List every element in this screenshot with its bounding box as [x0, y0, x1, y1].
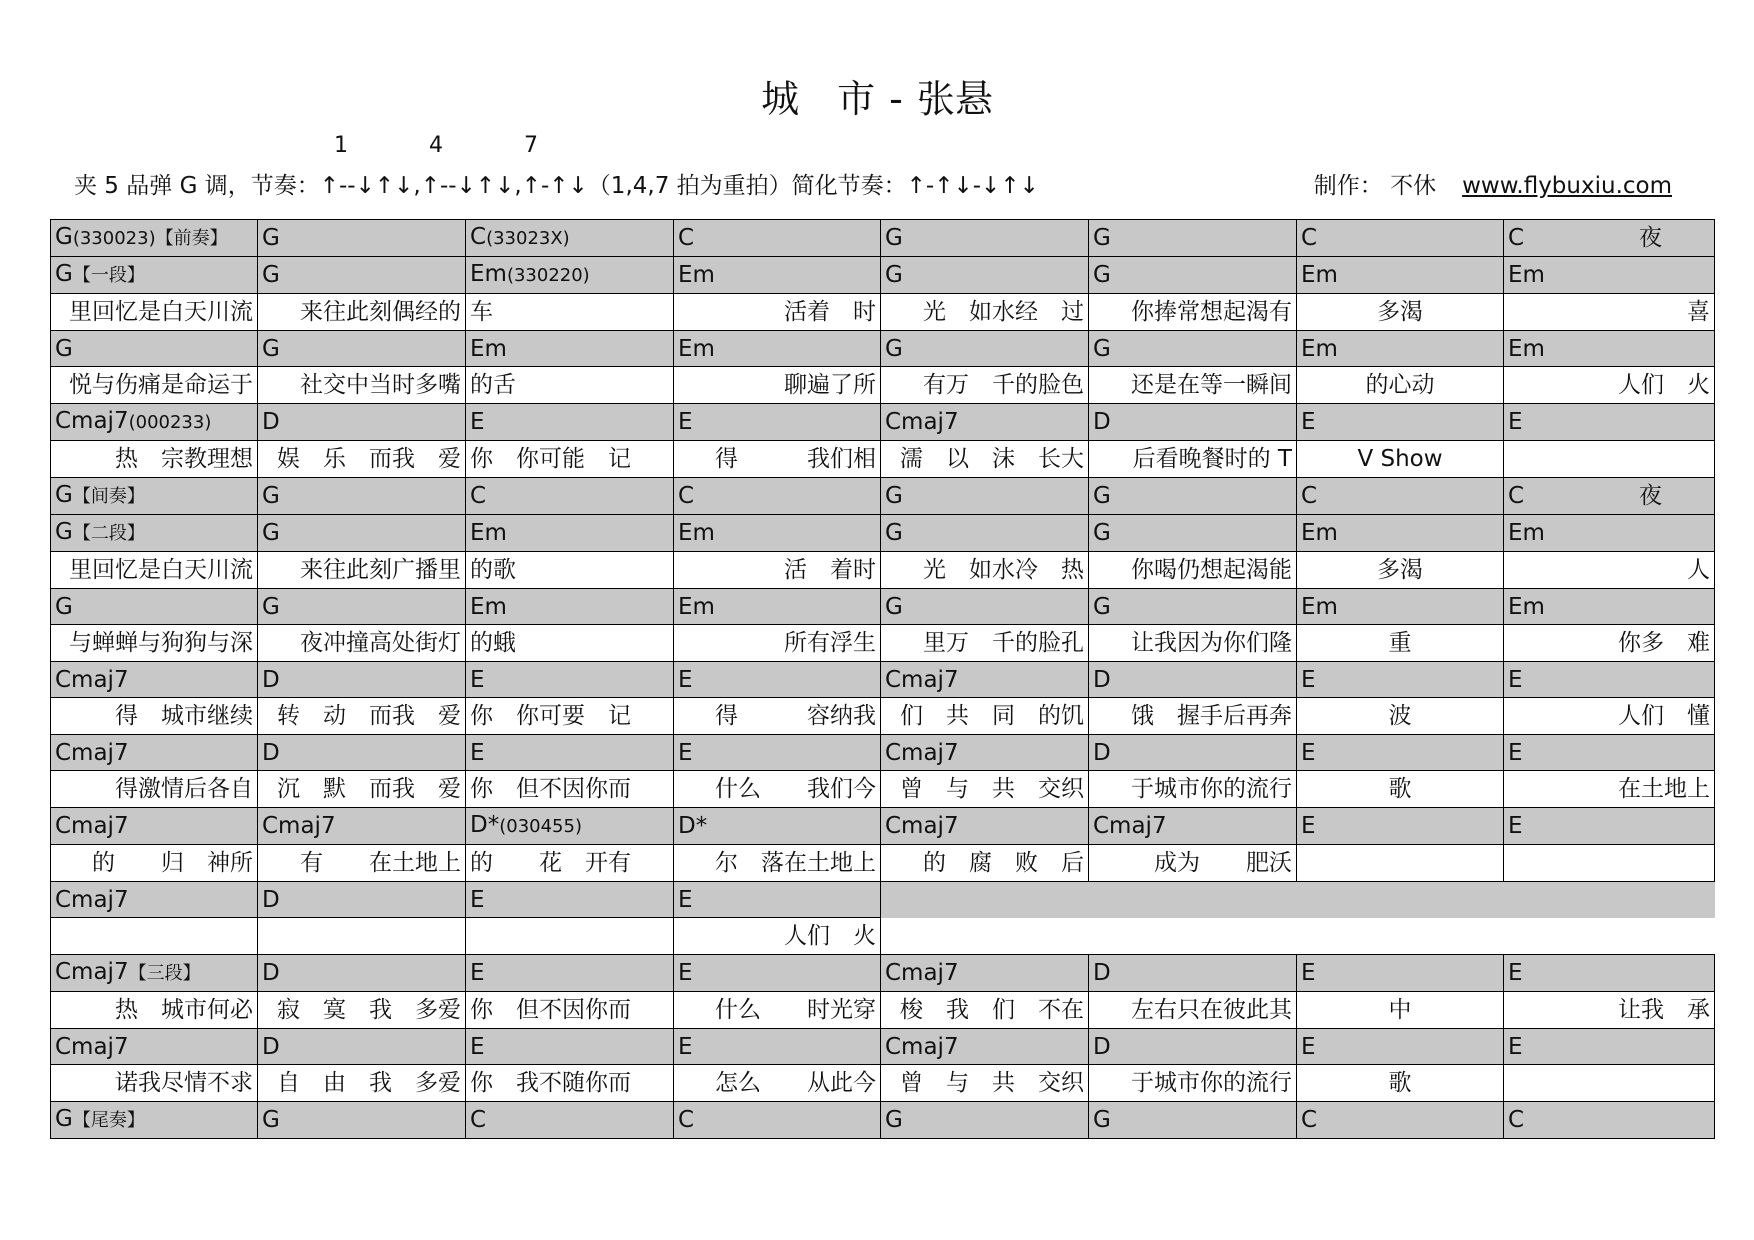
lyric-row [51, 294, 1715, 331]
chord-cell: G [881, 331, 1089, 367]
chord-row [51, 882, 1715, 918]
lyric-cell: 让我因为你们隆 [1089, 625, 1297, 662]
chord-cell: G [51, 589, 258, 625]
chord-cell: D* [674, 808, 881, 845]
lyric-cell: 曾 与 共 交织 [881, 1065, 1089, 1102]
lyric-row [51, 441, 1715, 478]
chord-cell: Em [466, 515, 674, 552]
lyric-cell: 人 [1504, 552, 1715, 589]
chord-cell: E [1297, 955, 1504, 992]
chord-cell: G [881, 515, 1089, 552]
chord-cell: Em [674, 257, 881, 294]
chord-cell: E [674, 882, 881, 918]
lyric-cell: 梭 我 们 不在 [881, 992, 1089, 1029]
lyric-cell: 里回忆是白天川流 [51, 552, 258, 589]
chord-cell: E [674, 735, 881, 771]
chord-row [51, 331, 1715, 367]
chord-cell: Em [1504, 515, 1715, 552]
chord-cell: G【间奏】 [51, 478, 258, 515]
chord-cell: Cmaj7 [51, 882, 258, 918]
chord-cell: C [1297, 1102, 1504, 1139]
lyric-cell: 歌 [1297, 771, 1504, 808]
chord-cell: G [258, 1102, 466, 1139]
lyric-cell: 里万 千的脸孔 [881, 625, 1089, 662]
lyric-cell: 来往此刻偶经的 [258, 294, 466, 331]
chord-cell: E [466, 662, 674, 698]
lyric-cell: 于城市你的流行 [1089, 771, 1297, 808]
chord-cell: E [674, 662, 881, 698]
lyric-cell: 多渴 [1297, 552, 1504, 589]
chord-cell: Em(330220) [466, 257, 674, 294]
lyric-cell: 的 腐 败 后 [881, 845, 1089, 882]
lyric-cell: 得 城市继续 [51, 698, 258, 735]
chord-cell: Cmaj7 [881, 1029, 1089, 1065]
lyric-cell: 濡 以 沫 长大 [881, 441, 1089, 478]
lyric-cell [1504, 845, 1715, 882]
chord-cell: G [1089, 1102, 1297, 1139]
chord-cell: Em [674, 331, 881, 367]
lyric-cell: 多渴 [1297, 294, 1504, 331]
chord-cell: G [258, 331, 466, 367]
chord-cell: G [881, 1102, 1089, 1139]
lyric-cell: 人们 火 [1504, 367, 1715, 404]
beat-number: 1 [334, 133, 348, 158]
lyric-cell: 车 [466, 294, 674, 331]
lyric-cell: 沉 默 而我 爱 [258, 771, 466, 808]
chord-cell: Em [1504, 257, 1715, 294]
empty-cell [1089, 882, 1297, 918]
lyric-cell: 社交中当时多嘴 [258, 367, 466, 404]
lyric-cell: 得 容纳我 [674, 698, 881, 735]
chord-cell: Cmaj7 [1089, 808, 1297, 845]
lyric-cell: 的 花 开有 [466, 845, 674, 882]
chord-cell: G【二段】 [51, 515, 258, 552]
chord-cell: C 夜 [1504, 220, 1715, 257]
chord-cell: D [258, 955, 466, 992]
lyric-cell: 重 [1297, 625, 1504, 662]
lyric-cell: 自 由 我 多爱 [258, 1065, 466, 1102]
lyric-cell: 热 宗教理想 [51, 441, 258, 478]
chord-cell: G [1089, 331, 1297, 367]
chord-cell: Cmaj7 [51, 662, 258, 698]
chord-cell: G [1089, 515, 1297, 552]
empty-cell [1504, 918, 1715, 955]
chord-cell: Em [1504, 331, 1715, 367]
chord-cell: Cmaj7 [51, 1029, 258, 1065]
chord-cell: E [466, 955, 674, 992]
chord-cell: Cmaj7(000233) [51, 404, 258, 441]
lyric-cell: 你 你可要 记 [466, 698, 674, 735]
lyric-cell: 得激情后各自 [51, 771, 258, 808]
lyric-row [51, 771, 1715, 808]
lyric-cell: 与蝉蝉与狗狗与深 [51, 625, 258, 662]
chord-cell: C [674, 220, 881, 257]
chord-cell: E [466, 404, 674, 441]
empty-cell [881, 918, 1089, 955]
chord-cell: Cmaj7 [881, 735, 1089, 771]
chord-cell: G [258, 478, 466, 515]
empty-cell [1297, 882, 1504, 918]
chord-row [51, 735, 1715, 771]
maker-label: 制作： 不休 [1313, 173, 1437, 199]
lyric-cell: 曾 与 共 交织 [881, 771, 1089, 808]
lyric-cell: 有万 千的脸色 [881, 367, 1089, 404]
chord-cell: G【一段】 [51, 257, 258, 294]
chord-cell: Em [1297, 515, 1504, 552]
lyric-cell: 的舌 [466, 367, 674, 404]
chord-cell: C 夜 [1504, 478, 1715, 515]
lyric-cell: 所有浮生 [674, 625, 881, 662]
song-artist: 张悬 [916, 77, 993, 121]
lyric-cell: 于城市你的流行 [1089, 1065, 1297, 1102]
chord-cell: Cmaj7 [51, 808, 258, 845]
chord-cell: G [258, 515, 466, 552]
chord-cell: C [674, 1102, 881, 1139]
chord-cell: G [881, 257, 1089, 294]
chord-cell: C [1297, 478, 1504, 515]
chord-cell: D [1089, 1029, 1297, 1065]
lyric-cell: 让我 承 [1504, 992, 1715, 1029]
chord-cell: C [674, 478, 881, 515]
chord-cell: E [1297, 1029, 1504, 1065]
chord-cell: C [1297, 220, 1504, 257]
chord-row [51, 589, 1715, 625]
chord-cell: E [674, 404, 881, 441]
beat-number: 4 [429, 133, 443, 158]
chord-cell: C [1504, 1102, 1715, 1139]
chord-row [51, 808, 1715, 845]
lyric-cell [1504, 1065, 1715, 1102]
lyric-cell: 波 [1297, 698, 1504, 735]
chord-cell: Em [1504, 589, 1715, 625]
chord-cell: Cmaj7 [51, 735, 258, 771]
chord-row [51, 478, 1715, 515]
capo-rhythm-info: 夹 5 品弹 G 调，节奏：↑--↓↑↓,↑--↓↑↓,↑-↑↓（1,4,7 拍为重拍）简化节奏：↑-↑↓-↓↑↓ [74, 173, 1039, 199]
lyric-cell: 你多 难 [1504, 625, 1715, 662]
empty-cell [1297, 918, 1504, 955]
chord-cell: Em [674, 589, 881, 625]
lyric-cell: 饿 握手后再奔 [1089, 698, 1297, 735]
chord-cell: Em [1297, 589, 1504, 625]
chord-cell: E [1297, 808, 1504, 845]
lyric-row [51, 552, 1715, 589]
chord-cell: E [466, 735, 674, 771]
chord-cell: D [258, 404, 466, 441]
chord-cell: Em [1297, 331, 1504, 367]
chord-cell: D*(030455) [466, 808, 674, 845]
lyric-cell [1297, 845, 1504, 882]
chord-cell: Em [674, 515, 881, 552]
chord-row [51, 955, 1715, 992]
chord-row [51, 662, 1715, 698]
chord-row [51, 1102, 1715, 1139]
chord-cell: D [258, 735, 466, 771]
lyric-cell [466, 918, 674, 955]
chord-row [51, 1029, 1715, 1065]
lyric-cell: 人们 懂 [1504, 698, 1715, 735]
chord-cell: E [1504, 662, 1715, 698]
chord-cell: E [1504, 808, 1715, 845]
lyric-cell: 聊遍了所 [674, 367, 881, 404]
chord-cell: D [258, 662, 466, 698]
lyric-cell: 在土地上 [1504, 771, 1715, 808]
chord-cell: D [1089, 404, 1297, 441]
lyric-cell: 你捧常想起渴有 [1089, 294, 1297, 331]
chord-cell: G [1089, 220, 1297, 257]
chord-cell: D [1089, 955, 1297, 992]
chord-cell: E [1297, 404, 1504, 441]
chord-cell: E [674, 955, 881, 992]
chord-lyric-sheet [50, 219, 1715, 1139]
lyric-cell: 还是在等一瞬间 [1089, 367, 1297, 404]
chord-cell: E [1504, 404, 1715, 441]
chord-cell: C [466, 1102, 674, 1139]
beat-number: 7 [524, 133, 538, 158]
chord-cell: G [258, 220, 466, 257]
lyric-cell: 寂 寞 我 多爱 [258, 992, 466, 1029]
beat-number-row [0, 134, 1754, 158]
chord-cell: G [881, 220, 1089, 257]
chord-cell: G [51, 331, 258, 367]
lyric-cell: 里回忆是白天川流 [51, 294, 258, 331]
lyric-row [51, 698, 1715, 735]
chord-cell: Em [466, 331, 674, 367]
lyric-cell: 光 如水经 过 [881, 294, 1089, 331]
chord-cell: E [466, 882, 674, 918]
chord-cell: G [1089, 589, 1297, 625]
lyric-cell: 得 我们相 [674, 441, 881, 478]
chord-cell: E [1504, 1029, 1715, 1065]
lyric-cell [1504, 441, 1715, 478]
chord-cell: E [466, 1029, 674, 1065]
lyric-cell: 来往此刻广播里 [258, 552, 466, 589]
chord-cell: G(330023)【前奏】 [51, 220, 258, 257]
lyric-row [51, 992, 1715, 1029]
lyric-row [51, 367, 1715, 404]
lyric-cell: 光 如水冷 热 [881, 552, 1089, 589]
lyric-cell: 活着 时 [674, 294, 881, 331]
chord-cell: Cmaj7 [881, 662, 1089, 698]
chord-cell: C(33023X) [466, 220, 674, 257]
lyric-cell: 你 我不随你而 [466, 1065, 674, 1102]
lyric-cell: 夜冲撞高处街灯 [258, 625, 466, 662]
lyric-cell: 喜 [1504, 294, 1715, 331]
lyric-cell: 什么 时光穿 [674, 992, 881, 1029]
chord-cell: E [1297, 735, 1504, 771]
chord-cell: Em [1297, 257, 1504, 294]
lyric-cell: 左右只在彼此其 [1089, 992, 1297, 1029]
chord-cell: D [1089, 662, 1297, 698]
lyric-cell: 歌 [1297, 1065, 1504, 1102]
chord-cell: D [258, 882, 466, 918]
chord-row [51, 220, 1715, 257]
chord-cell: Em [466, 589, 674, 625]
chord-cell: G [1089, 478, 1297, 515]
chord-cell: G [1089, 257, 1297, 294]
lyric-row [51, 918, 1715, 955]
lyric-cell: V Show [1297, 441, 1504, 478]
chord-row [51, 404, 1715, 441]
chord-cell: G [258, 257, 466, 294]
lyric-cell [51, 918, 258, 955]
lyric-cell: 的歌 [466, 552, 674, 589]
lyric-cell: 你 但不因你而 [466, 992, 674, 1029]
chord-cell: C [466, 478, 674, 515]
empty-cell [881, 882, 1089, 918]
lyric-row [51, 625, 1715, 662]
title-separator: - [889, 77, 903, 121]
chord-cell: G [881, 478, 1089, 515]
lyric-cell: 活 着时 [674, 552, 881, 589]
song-title: 城 市 [761, 77, 876, 121]
chord-cell: Cmaj7 [258, 808, 466, 845]
chord-cell: Cmaj7【三段】 [51, 955, 258, 992]
lyric-row [51, 845, 1715, 882]
lyric-cell: 热 城市何必 [51, 992, 258, 1029]
lyric-cell: 的蛾 [466, 625, 674, 662]
lyric-cell: 转 动 而我 爱 [258, 698, 466, 735]
chord-row [51, 515, 1715, 552]
lyric-cell: 娱 乐 而我 爱 [258, 441, 466, 478]
chord-cell: G【尾奏】 [51, 1102, 258, 1139]
song-title-line [0, 74, 1754, 124]
lyric-cell: 中 [1297, 992, 1504, 1029]
chord-cell: Cmaj7 [881, 955, 1089, 992]
chord-cell: E [674, 1029, 881, 1065]
chord-cell: E [1504, 955, 1715, 992]
chord-cell: Cmaj7 [881, 404, 1089, 441]
website-link[interactable]: www.flybuxiu.com [1462, 173, 1672, 199]
lyric-cell: 们 共 同 的饥 [881, 698, 1089, 735]
chord-cell: G [258, 589, 466, 625]
credits [1314, 170, 1672, 202]
chord-cell: G [881, 589, 1089, 625]
empty-cell [1089, 918, 1297, 955]
lyric-cell: 人们 火 [674, 918, 881, 955]
lyric-cell: 你喝仍想起渴能 [1089, 552, 1297, 589]
lyric-cell: 的 归 神所 [51, 845, 258, 882]
lyric-cell: 你 你可能 记 [466, 441, 674, 478]
lyric-cell: 的心动 [1297, 367, 1504, 404]
lyric-cell: 什么 我们今 [674, 771, 881, 808]
chord-cell: D [1089, 735, 1297, 771]
lyric-cell: 诺我尽情不求 [51, 1065, 258, 1102]
chord-row [51, 257, 1715, 294]
chord-cell: D [258, 1029, 466, 1065]
chord-cell: Cmaj7 [881, 808, 1089, 845]
lyric-cell: 有 在土地上 [258, 845, 466, 882]
lyric-cell: 成为 肥沃 [1089, 845, 1297, 882]
lyric-cell: 悦与伤痛是命运于 [51, 367, 258, 404]
lyric-cell: 你 但不因你而 [466, 771, 674, 808]
chord-cell: E [1297, 662, 1504, 698]
lyric-row [51, 1065, 1715, 1102]
lyric-cell: 尔 落在土地上 [674, 845, 881, 882]
chord-cell: E [1504, 735, 1715, 771]
lyric-cell: 后看晚餐时的 T [1089, 441, 1297, 478]
lyric-cell [258, 918, 466, 955]
empty-cell [1504, 882, 1715, 918]
lyric-cell: 怎么 从此今 [674, 1065, 881, 1102]
